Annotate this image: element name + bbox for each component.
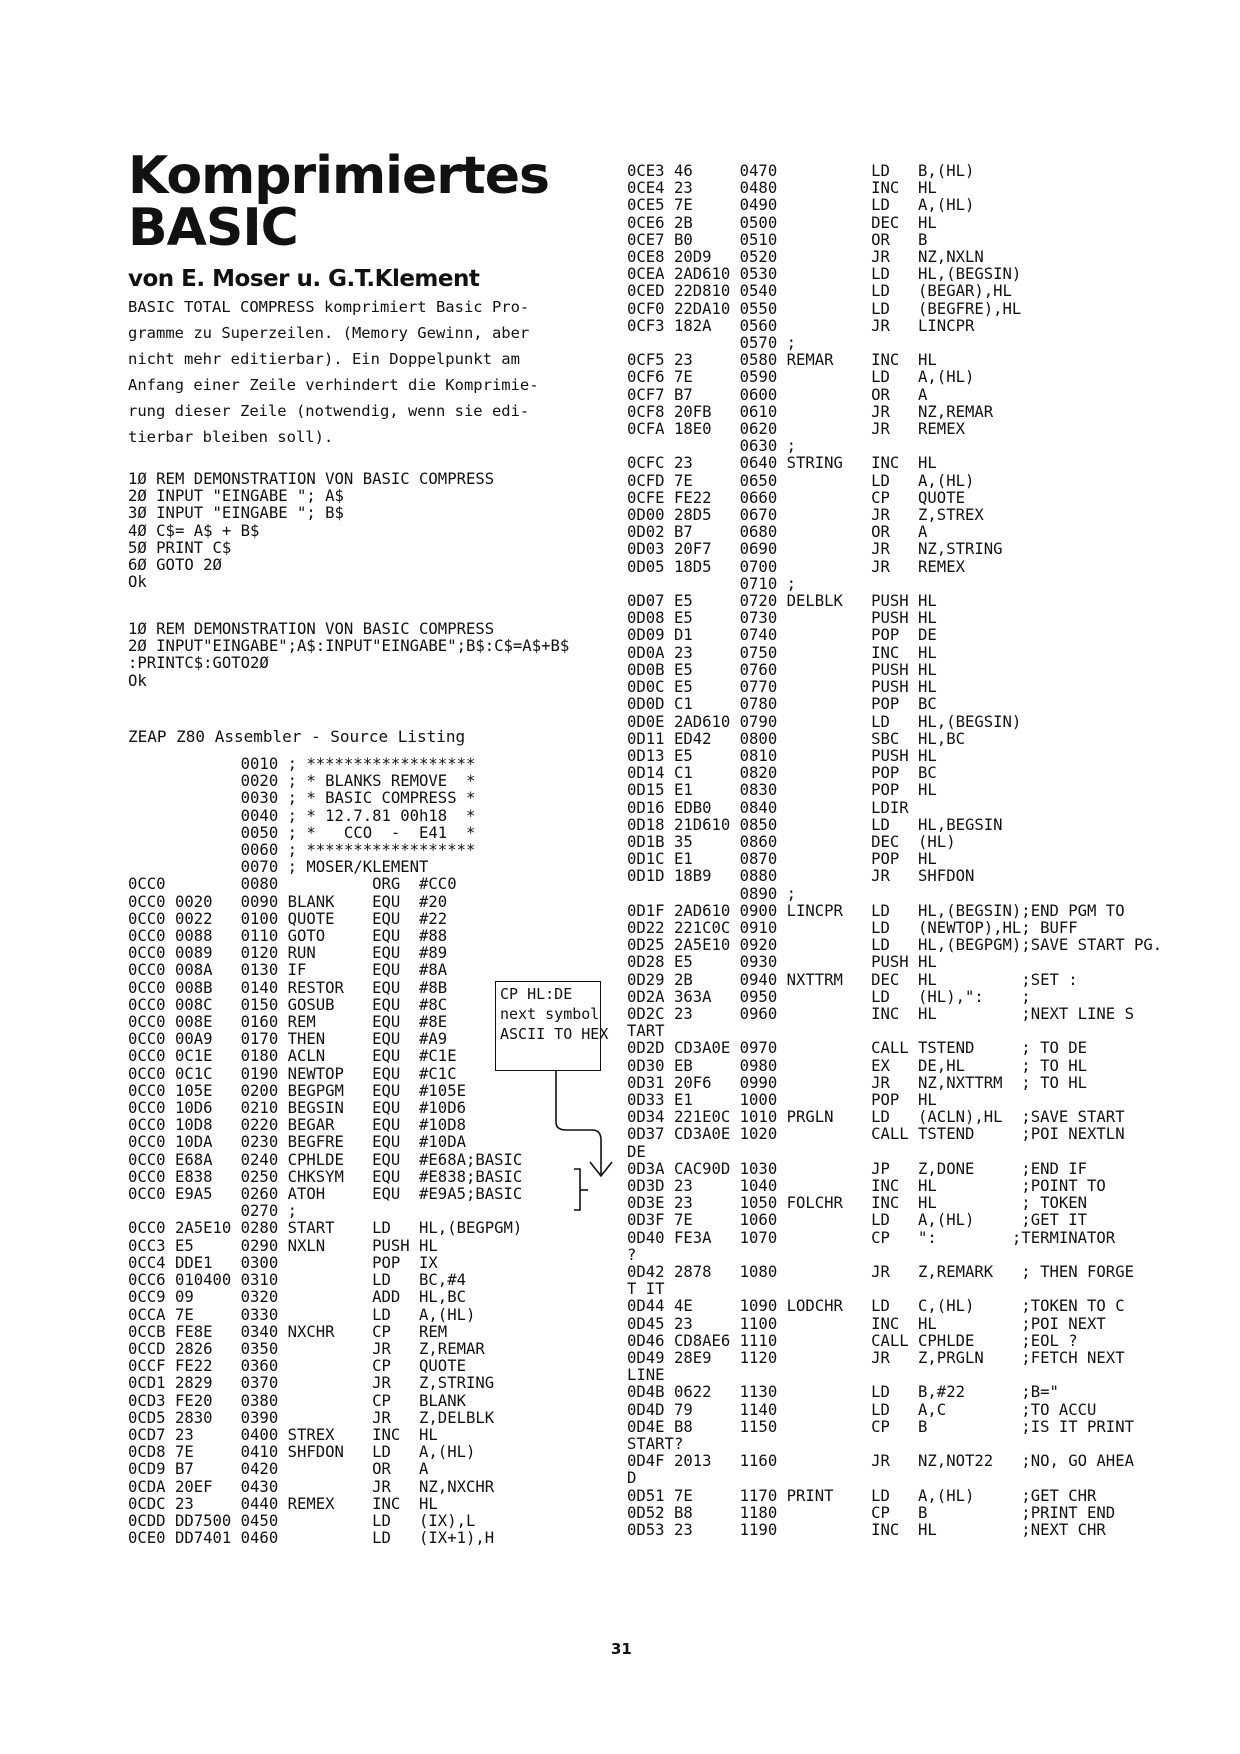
code-line: 4Ø C$= A$ + B$ — [128, 521, 260, 540]
code-line: 0CDC 23 0440 REMEX INC HL — [128, 1494, 438, 1513]
intro-line: Anfang einer Zeile verhindert die Komprimie- — [128, 376, 539, 394]
code-line: 0070 ; MOSER/KLEMENT — [128, 858, 429, 877]
code-line: 0D2D CD3A0E 0970 CALL TSTEND ; TO DE — [627, 1039, 1088, 1058]
code-line: 0D31 20F6 0990 JR NZ,NXTTRM ; TO HL — [627, 1073, 1088, 1092]
code-line: 0CFE FE22 0660 CP QUOTE — [627, 488, 965, 507]
code-line: 0D11 ED42 0800 SBC HL,BC — [627, 729, 965, 748]
code-line: 0CC0 008C 0150 GOSUB EQU #8C — [128, 995, 448, 1014]
code-line: 0CD3 FE20 0380 CP BLANK — [128, 1391, 466, 1410]
code-line: 0D4D 79 1140 LD A,C ;TO ACCU — [627, 1400, 1097, 1419]
code-line: 0270 ; — [128, 1202, 297, 1221]
code-line: 0D1C E1 0870 POP HL — [627, 850, 937, 869]
code-line: D — [627, 1469, 637, 1488]
code-line: Ok — [128, 573, 147, 592]
code-line: 0D0A 23 0750 INC HL — [627, 643, 937, 662]
code-line: 0D2A 363A 0950 LD (HL),": ; — [627, 987, 1031, 1006]
code-line: 0D03 20F7 0690 JR NZ,STRING — [627, 540, 1003, 559]
code-line: 0CFC 23 0640 STRING INC HL — [627, 454, 937, 473]
code-line: 0D4B 0622 1130 LD B,#22 ;B=" — [627, 1383, 1059, 1402]
code-line: 0D33 E1 1000 POP HL — [627, 1090, 937, 1109]
code-line: 0CC0 10DA 0230 BEGFRE EQU #10DA — [128, 1133, 466, 1152]
code-line: 0D28 E5 0930 PUSH HL — [627, 953, 937, 972]
code-line: 0CD7 23 0400 STREX INC HL — [128, 1425, 438, 1444]
code-line: 0CD1 2829 0370 JR Z,STRING — [128, 1374, 495, 1393]
code-line: 0D30 EB 0980 EX DE,HL ; TO HL — [627, 1056, 1088, 1075]
annotation-line: next symbol — [500, 1005, 600, 1023]
code-line: 0D52 B8 1180 CP B ;PRINT END — [627, 1503, 1116, 1522]
code-line: 0D3D 23 1040 INC HL ;POINT TO — [627, 1176, 1106, 1195]
intro-paragraph — [128, 294, 588, 450]
code-line: 0D2C 23 0960 INC HL ;NEXT LINE S — [627, 1004, 1134, 1023]
code-line: 0CC0 00A9 0170 THEN EQU #A9 — [128, 1030, 448, 1049]
code-line: 0D15 E1 0830 POP HL — [627, 781, 937, 800]
code-line: 0CC0 105E 0200 BEGPGM EQU #105E — [128, 1081, 466, 1100]
code-line: 0CF0 22DA10 0550 LD (BEGFRE),HL — [627, 299, 1022, 318]
code-line: 0CD5 2830 0390 JR Z,DELBLK — [128, 1408, 495, 1427]
code-line: 0D14 C1 0820 POP BC — [627, 764, 937, 783]
code-line: 0CC0 008E 0160 REM EQU #8E — [128, 1013, 448, 1032]
title-line-2: BASIC — [128, 198, 298, 258]
code-line: 0CF6 7E 0590 LD A,(HL) — [627, 368, 975, 387]
code-line: 0D16 EDB0 0840 LDIR — [627, 798, 909, 817]
intro-line: BASIC TOTAL COMPRESS komprimiert Basic Pro- — [128, 298, 530, 316]
code-line: 0CF5 23 0580 REMAR INC HL — [627, 351, 937, 370]
code-line: 0CD8 7E 0410 SHFDON LD A,(HL) — [128, 1443, 476, 1462]
code-line: 0CC3 E5 0290 NXLN PUSH HL — [128, 1236, 438, 1255]
code-line: 0D45 23 1100 INC HL ;POI NEXT — [627, 1314, 1106, 1333]
code-line: 0CE4 23 0480 INC HL — [627, 179, 937, 198]
code-line: 0CE6 2B 0500 DEC HL — [627, 213, 937, 232]
code-line: 0D18 21D610 0850 LD HL,BEGSIN — [627, 815, 1003, 834]
code-line: 0D00 28D5 0670 JR Z,STREX — [627, 506, 984, 525]
page-number: 31 — [611, 1640, 632, 1658]
code-line: 0CC0 008B 0140 RESTOR EQU #8B — [128, 978, 448, 997]
code-line: 0CC0 0088 0110 GOTO EQU #88 — [128, 927, 448, 946]
code-line: 3Ø INPUT "EINGABE "; B$ — [128, 504, 344, 523]
code-line: 0D34 221E0C 1010 PRGLN LD (ACLN),HL ;SAVE START — [627, 1108, 1125, 1127]
code-line: 0D44 4E 1090 LODCHR LD C,(HL) ;TOKEN TO C — [627, 1297, 1125, 1316]
code-line: :PRINTC$:GOTO2Ø — [128, 654, 269, 673]
code-line: DE — [627, 1142, 646, 1161]
intro-line: tierbar bleiben soll). — [128, 428, 334, 446]
code-line: 0D13 E5 0810 PUSH HL — [627, 746, 937, 765]
code-line: 0CDA 20EF 0430 JR NZ,NXCHR — [128, 1477, 495, 1496]
code-line: 0CF7 B7 0600 OR A — [627, 385, 928, 404]
code-line: 0020 ; * BLANKS REMOVE * — [128, 772, 476, 791]
code-line: T IT — [627, 1280, 665, 1299]
code-line: 0D49 28E9 1120 JR Z,PRGLN ;FETCH NEXT — [627, 1349, 1125, 1368]
code-line: 0CEA 2AD610 0530 LD HL,(BEGSIN) — [627, 265, 1022, 284]
code-line: 0CC0 0022 0100 QUOTE EQU #22 — [128, 909, 448, 928]
code-line: 0710 ; — [627, 574, 796, 593]
code-line: 0CC0 10D6 0210 BEGSIN EQU #10D6 — [128, 1099, 466, 1118]
code-line: 0D1D 18B9 0880 JR SHFDON — [627, 867, 975, 886]
code-line: 0CC0 E68A 0240 CPHLDE EQU #E68A;BASIC — [128, 1150, 523, 1169]
code-line: 0D37 CD3A0E 1020 CALL TSTEND ;POI NEXTLN — [627, 1125, 1125, 1144]
code-line: 0D51 7E 1170 PRINT LD A,(HL) ;GET CHR — [627, 1486, 1097, 1505]
code-line: 0CC6 010400 0310 LD BC,#4 — [128, 1271, 466, 1290]
intro-line: gramme zu Superzeilen. (Memory Gewinn, aber — [128, 324, 530, 342]
code-line: 0CFA 18E0 0620 JR REMEX — [627, 420, 965, 439]
code-line: 0CCA 7E 0330 LD A,(HL) — [128, 1305, 476, 1324]
assembler-listing-left — [128, 756, 522, 1547]
code-line: 0CC0 0089 0120 RUN EQU #89 — [128, 944, 448, 963]
code-line: 0CCF FE22 0360 CP QUOTE — [128, 1357, 466, 1376]
code-line: 0CE3 46 0470 LD B,(HL) — [627, 162, 975, 180]
code-line: 2Ø INPUT"EINGABE";A$:INPUT"EINGABE";B$:C$=A$+B$ — [128, 637, 570, 656]
code-line: 2Ø INPUT "EINGABE "; A$ — [128, 487, 344, 506]
code-line: 0CFD 7E 0650 LD A,(HL) — [627, 471, 975, 490]
code-line: 0D3E 23 1050 FOLCHR INC HL ; TOKEN — [627, 1194, 1088, 1213]
code-line: 0D05 18D5 0700 JR REMEX — [627, 557, 965, 576]
code-line: 0CE0 DD7401 0460 LD (IX+1),H — [128, 1529, 495, 1548]
code-line: 0630 ; — [627, 437, 796, 456]
code-line: 0D4E B8 1150 CP B ;IS IT PRINT — [627, 1417, 1134, 1436]
article-title — [128, 146, 549, 258]
code-line: 1Ø REM DEMONSTRATION VON BASIC COMPRESS — [128, 470, 495, 488]
intro-line: rung dieser Zeile (notwendig, wenn sie edi- — [128, 402, 530, 420]
code-line: 0D0D C1 0780 POP BC — [627, 695, 937, 714]
code-line: 0CE5 7E 0490 LD A,(HL) — [627, 196, 975, 215]
code-line: START? — [627, 1435, 684, 1454]
assembler-listing-right — [627, 163, 1162, 1539]
code-line: 0CC9 09 0320 ADD HL,BC — [128, 1288, 466, 1307]
code-line: 5Ø PRINT C$ — [128, 538, 232, 557]
code-line: 0CC0 E9A5 0260 ATOH EQU #E9A5;BASIC — [128, 1185, 523, 1204]
annotation-line: ASCII TO HEX — [500, 1025, 609, 1043]
code-line: 0050 ; * CCO - E41 * — [128, 823, 476, 842]
basic-listing-original — [128, 471, 494, 591]
code-line: 0CE7 B0 0510 OR B — [627, 230, 928, 249]
annotation-box — [495, 981, 609, 1071]
code-line: 0D42 2878 1080 JR Z,REMARK ; THEN FORGE — [627, 1263, 1134, 1281]
annotation-line: CP HL:DE — [500, 985, 573, 1003]
code-line: 0CC0 0C1C 0190 NEWTOP EQU #C1C — [128, 1064, 457, 1083]
code-line: 0CF8 20FB 0610 JR NZ,REMAR — [627, 402, 994, 421]
code-line: ? — [627, 1245, 637, 1264]
code-line: 0CC0 008A 0130 IF EQU #8A — [128, 961, 448, 980]
code-line: 0CE8 20D9 0520 JR NZ,NXLN — [627, 248, 984, 267]
code-line: 0D02 B7 0680 OR A — [627, 523, 928, 542]
code-line: 0D0B E5 0760 PUSH HL — [627, 660, 937, 679]
code-line: 0D1B 35 0860 DEC (HL) — [627, 832, 956, 851]
code-line: 0CCD 2826 0350 JR Z,REMAR — [128, 1339, 485, 1358]
byline: von E. Moser u. G.T.Klement — [128, 266, 480, 292]
code-line: 0D08 E5 0730 PUSH HL — [627, 609, 937, 628]
code-line: 0CED 22D810 0540 LD (BEGAR),HL — [627, 282, 1012, 301]
code-line: 0CC0 2A5E10 0280 START LD HL,(BEGPGM) — [128, 1219, 523, 1238]
code-line: 0D07 E5 0720 DELBLK PUSH HL — [627, 592, 937, 611]
code-line: 0D4F 2013 1160 JR NZ,NOT22 ;NO, GO AHEA — [627, 1452, 1134, 1471]
code-line: 0D09 D1 0740 POP DE — [627, 626, 937, 645]
code-line: TART — [627, 1022, 665, 1041]
code-line: 0570 ; — [627, 334, 796, 353]
code-line: 0D25 2A5E10 0920 LD HL,(BEGPGM);SAVE START PG. — [627, 936, 1163, 955]
code-line: 0CC4 DDE1 0300 POP IX — [128, 1253, 438, 1272]
code-line: 0040 ; * 12.7.81 00h18 * — [128, 806, 476, 825]
code-line: 0CD9 B7 0420 OR A — [128, 1460, 429, 1479]
code-line: 1Ø REM DEMONSTRATION VON BASIC COMPRESS — [128, 620, 495, 638]
code-line: Ok — [128, 671, 147, 690]
title-line-1: Komprimiertes — [128, 146, 549, 206]
code-line: 0030 ; * BASIC COMPRESS * — [128, 789, 476, 808]
code-line: 0890 ; — [627, 884, 796, 903]
code-line: 0D0E 2AD610 0790 LD HL,(BEGSIN) — [627, 712, 1022, 731]
code-line: 0CC0 0C1E 0180 ACLN EQU #C1E — [128, 1047, 457, 1066]
code-line: 0D3F 7E 1060 LD A,(HL) ;GET IT — [627, 1211, 1088, 1230]
code-line: 0D40 FE3A 1070 CP ": ;TERMINATOR — [627, 1228, 1116, 1247]
intro-line: nicht mehr editierbar). Ein Doppelpunkt am — [128, 350, 520, 368]
code-line: 0D53 23 1190 INC HL ;NEXT CHR — [627, 1521, 1106, 1540]
code-line: LINE — [627, 1366, 665, 1385]
code-line: 0CC0 0080 ORG #CC0 — [128, 875, 457, 894]
code-line: 0D0C E5 0770 PUSH HL — [627, 678, 937, 697]
code-line: 0D3A CAC90D 1030 JP Z,DONE ;END IF — [627, 1159, 1088, 1178]
code-line: 0010 ; ****************** — [128, 755, 476, 773]
code-line: 0D22 221C0C 0910 LD (NEWTOP),HL; BUFF — [627, 918, 1078, 937]
code-line: 0CC0 E838 0250 CHKSYM EQU #E838;BASIC — [128, 1167, 523, 1186]
code-line: 0D46 CD8AE6 1110 CALL CPHLDE ;EOL ? — [627, 1331, 1078, 1350]
code-line: 0CC0 0020 0090 BLANK EQU #20 — [128, 892, 448, 911]
code-line: 0060 ; ****************** — [128, 841, 476, 860]
code-line: 0CF3 182A 0560 JR LINCPR — [627, 316, 975, 335]
code-line: 0D1F 2AD610 0900 LINCPR LD HL,(BEGSIN);END PGM TO — [627, 901, 1125, 920]
code-line: 0CDD DD7500 0450 LD (IX),L — [128, 1511, 476, 1530]
basic-listing-compressed — [128, 621, 569, 690]
code-line: 0CC0 10D8 0220 BEGAR EQU #10D8 — [128, 1116, 466, 1135]
code-line: 0D29 2B 0940 NXTTRM DEC HL ;SET : — [627, 970, 1078, 989]
code-line: 6Ø GOTO 2Ø — [128, 556, 222, 575]
code-line: 0CCB FE8E 0340 NXCHR CP REM — [128, 1322, 448, 1341]
listing-heading: ZEAP Z80 Assembler - Source Listing — [128, 727, 466, 746]
